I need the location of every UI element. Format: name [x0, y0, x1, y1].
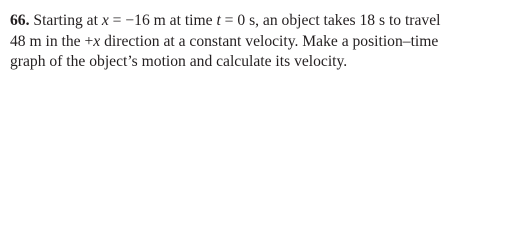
variable-x: x — [101, 12, 109, 29]
text-segment: graph of the object’s motion and calculate its velocity. — [10, 53, 348, 70]
text-segment: = 0 s, an object takes 18 s to travel — [220, 12, 441, 29]
text-segment: = −16 m at time — [108, 12, 217, 29]
text-segment: 48 m in the + — [10, 32, 94, 50]
text-segment: direction at a constant velocity. Make a position–time — [100, 32, 439, 50]
problem-line-2 — [10, 32, 518, 53]
problem-number: 66. — [10, 12, 30, 29]
problem-line-1 — [10, 11, 518, 32]
variable-t: t — [216, 12, 221, 29]
variable-x: x — [93, 32, 101, 50]
problem-text — [10, 11, 518, 73]
text-segment: Starting at — [33, 12, 102, 29]
problem-line-3 — [10, 52, 518, 73]
